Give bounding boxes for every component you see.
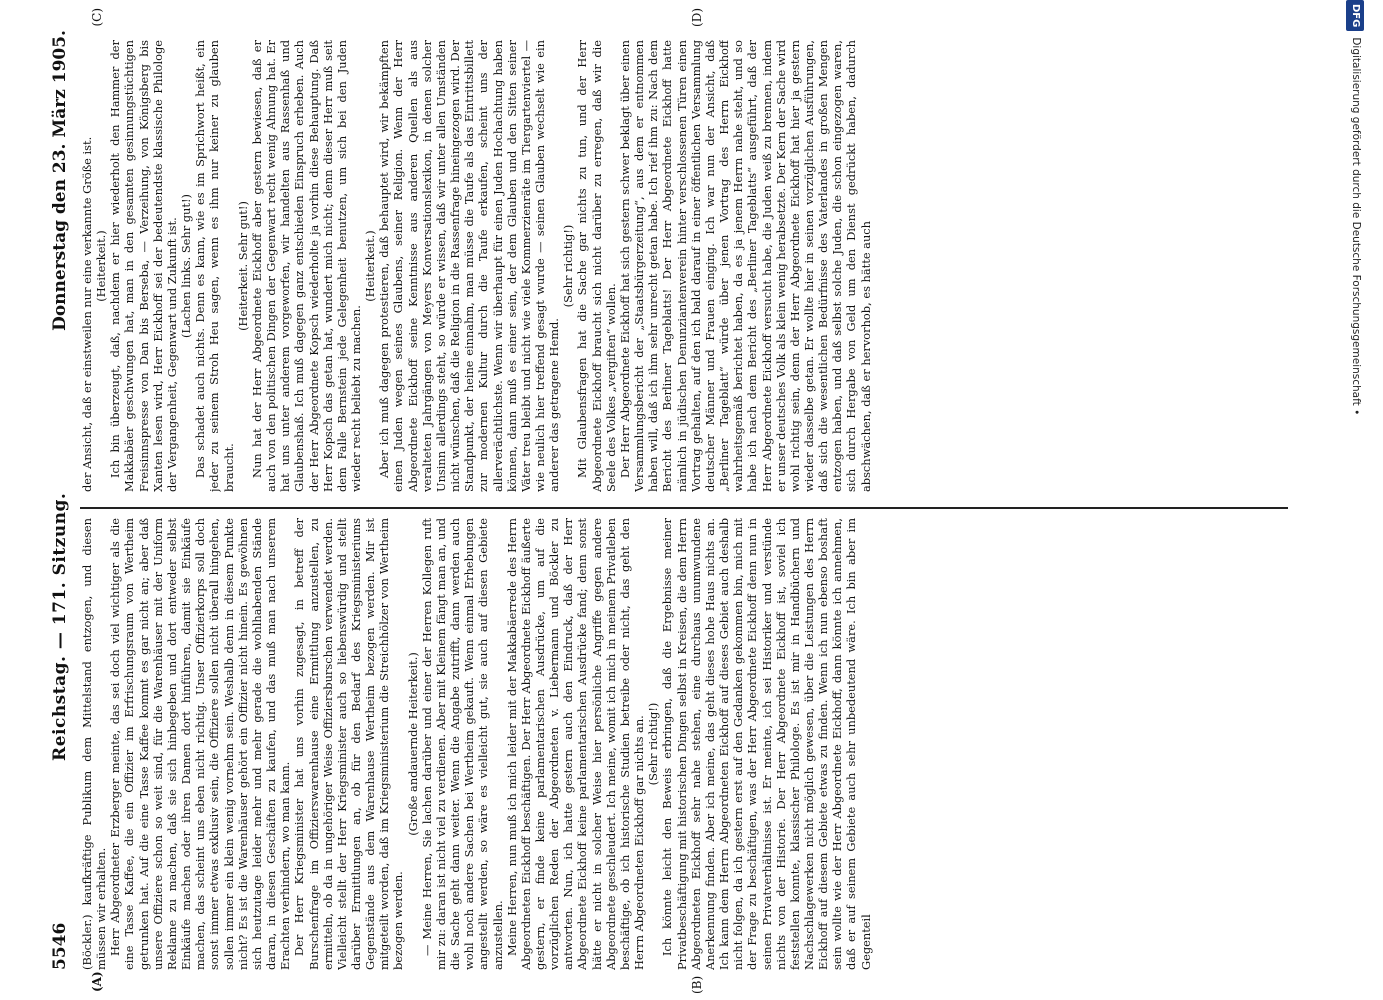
right-column-paragraph: der Ansicht, daß er einstweilen nur eine verkannte Größe ist.: [80, 136, 94, 492]
digitization-credit: [1347, 0, 1365, 1000]
rotated-page: [50, 0, 1300, 1000]
margin-marker-d: (D): [690, 8, 704, 27]
left-column-paragraph: (Sehr richtig!): [646, 702, 661, 786]
session-title: Reichstag. — 171. Sitzung.: [50, 492, 70, 761]
left-column-paragraph: Der Herr Kriegsminister hat uns vorhin zugesagt, in betreff der Burschenfrage im Offizierswarenhause eine Ermittlung anzustellen, zu ermitteln, ob da in ungehöriger Weise Offiziersburschen verwendet werden. Vielleicht stellt der Herr Kriegsminister auch so liebenswürdig und stellt darüber Ermittlungen an, ob für den Bedarf des Kriegsministeriums Gegenstände aus dem Warenhause Wertheim bezogen werden. Mir ist mitgeteilt worden, daß im Kriegsministerium die Streichhölzer von Wertheim bezogen werden.: [292, 518, 406, 970]
left-column-paragraph: Herr Abgeordneter Erzberger meinte, das sei doch viel wichtiger als die eine Tasse Kaffee, die ein Offizier im Erfrischungsraum von Wertheim getrunken hat. Auf die eine Tasse Kaffee kommt es gar nicht an; aber daß unsere Offiziere schon so weit sind, für die Warenhäuser mit der Uniform Reklame zu machen, daß sie sich hinbegeben und dort entweder selbst Einkäufe machen oder ihren Damen dort hinführen, damit sie Einkäufe machen, das scheint uns eben nicht richtig. Unser Offizierkorps soll doch sonst immer etwas exklusiv sein, die Offiziere sollen nicht überall hingehen, sollen immer ein klein wenig vornehm sein. Weshalb denn in diesem Punkte nicht? Es ist die Warenhäuser gehört ein Offizier nicht hinein. Es gewöhnen sich heutzutage leider mehr und mehr gerade die wohlhabenden Stände daran, in diesen Geschäften zu kaufen, und das muß man nach unserem Erachten verhindern, wo man kann.: [108, 518, 293, 970]
right-column-paragraph: (Heiterkeit.): [94, 230, 109, 302]
right-column-paragraph: Der Herr Abgeordnete Eickhoff hat sich gestern schwer beklagt über einen Versammlungsbericht der „Staatsbürgerzeitung“, aus dem er entnommen haben will, daß ich ihm sehr unrecht getan habe. Ich rief ihm zu: Nach dem Bericht des Berliner Tageblatts! Der Herr Abgeordnete Eickhoff hatte nämlich in jüdischen Denunziantenverein hinter verschlossenen Türen einen Vortrag gehalten, auf den ich bald darauf in einer öffentlichen Versammlung deutscher Männer und Frauen einging. Ich war nun der Ansicht, daß „Berliner Tageblatt“ würde über jenen Vortrag des Herrn Eickhoff wahrheitsgemäß berichtet haben, da es ja jenem Herrn nahe steht, und so habe ich nach dem Bericht des „Berliner Tageblatts“ ausgeführt, daß der Herr Abgeordnete Eickhoff versucht habe, die Juden weiß zu brennen, indem er unser deutsches Volk als klein wenig herabsetzte. Der Kern der Sache wird wohl richtig sein, denn der Herr Abgeordnete Eickhoff hat hier ja gestern wieder dasselbe getan. Er wollte hier in seinen vorzüglichen Ausführungen, daß sich die wesentlichen Bedürfnisse des Vaterlandes in großen Mengen entzogen haben, und daß selbst solche Juden, die schon eingezogen waren, sich durch Hergabe von Geld um den Dienst gedrückt haben, dadurch abschwächen, daß er hervorhob, es hätte auch: [617, 40, 873, 492]
column-divider: [80, 508, 1288, 510]
dfg-logo: DFG: [1346, 0, 1364, 31]
left-column-paragraph: (Böckler.) kaufkräftige Publikum dem Mittelstand entzogen, und diesen müssen wir erhalten.: [80, 518, 109, 970]
margin-marker-c: (C): [90, 8, 104, 27]
right-text-column: [80, 40, 1288, 492]
right-column-paragraph: (Lachen links. Sehr gut!): [179, 194, 194, 338]
right-column-paragraph: Das schadet auch nichts. Denn es kann, wie es im Sprichwort heißt, ein jeder zu seinem Stroh Heu sagen, wenn es ihm nur keiner zu glauben braucht.: [193, 40, 236, 492]
right-column-paragraph: (Heiterkeit. Sehr gut!): [235, 201, 250, 331]
margin-marker-a: (A): [90, 971, 104, 992]
left-text-column: [80, 518, 1288, 970]
left-column-paragraph: Meine Herren, nun muß ich mich leider mit der Makkabäerrede des Herrn Abgeordneten Eickhoff beschäftigen. Der Herr Abgeordnete Eickhoff äußerte gestern, er finde keine parlamentarischen Ausdrücke, um auf die vorzüglichen Reden der Abgeordneten v. Liebermann und Böckler zu antworten. Nun, ich hatte gestern auch den Eindruck, daß der Herr Abgeordnete Eickhoff keine parlamentarischen Ausdrücke fand; denn sonst hätte er nicht in solcher Weise hier persönliche Angriffe gegen andere Abgeordnete geschleudert. Ich meine, womit ich mich in meinem Privatleben beschäftige, ob ich historische Studien betreibe oder nicht, das geht den Herrn Abgeordneten Eickhoff gar nichts an.: [504, 518, 647, 970]
left-column-paragraph: — Meine Herren, Sie lachen darüber und einer der Herren Kollegen ruft mir zu: daran ist nicht viel zu verdienen. Aber mit Kleinem fängt man an, und die Sache geht dann weiter. Wenn die Angabe zutrifft, dann werden auch wohl noch andere Sachen bei Wertheim gekauft. Wenn einmal Erhebungen angestellt werden, so wäre es vielleicht gut, sie auch auf diesen Gebiete anzustellen.: [419, 518, 505, 970]
left-column-paragraph: (Große andauernde Heiterkeit.): [405, 652, 420, 836]
page-number: 5546: [50, 922, 70, 970]
session-date: Donnerstag den 23. März 1905.: [50, 30, 70, 331]
right-column-paragraph: (Sehr richtig!): [561, 224, 576, 308]
right-column-paragraph: Ich bin überzeugt, daß, nachdem er hier wiederholt den Hammer der Makkabäer geschwungen hat, man in den gesamten gesinnungstüchtigen Freisinnspresse von Dan bis Berseba, — Verzeihung, von Königsberg bis Xanten lesen wird, Herr Eickhoff sei der bedeutendste klassische Philologe der Vergangenheit, Gegenwart und Zukunft ist.: [108, 40, 179, 492]
digitization-credit-text: Digitalisierung gefördert durch die Deutsche Forschungsgemeinschaft •: [1350, 37, 1362, 416]
right-column-paragraph: Nun hat der Herr Abgeordnete Eickhoff aber gestern bewiesen, daß er auch von den politischen Dingen der Gegenwart recht wenig Ahnung hat. Er hat uns unter anderem vorgeworfen, wir handelten aus Rassenhaß und Glaubenshaß. Ich muß dagegen ganz entschieden Einspruch erheben. Auch der Herr Abgeordnete Kopsch wiederholte ja vorhin diese Behauptung. Daß Herr Kopsch das getan hat, wundert mich nicht; denn dieser Herr muß seit dem Falle Bernstein jede Gelegenheit benutzen, um sich bei den Juden wieder recht beliebt zu machen.: [249, 40, 363, 492]
right-column-paragraph: Aber ich muß dagegen protestieren, daß behauptet wird, wir bekämpften einen Juden wegen seines Glaubens, seiner Religion. Wenn der Herr Abgeordnete Eickhoff seine Kenntnisse aus anderen Quellen als aus veralteten Jahrgängen von Meyers Konversationslexikon, in denen solcher Unsinn allerdings steht, so würde er wissen, daß wir unter allen Umständen nicht wünschen, daß die Religion in die Rassenfrage hineingezogen wird. Der Standpunkt, der heine einnahm, man müsse die Taufe als das Eintrittsbillett zur modernen Kultur durch die Taufe erkaufen, scheint uns der allerverächtlichste. Wenn wir überhaupt für einen Juden Hochachtung haben können, dann muß es einer sein, der dem Glauben und den Sitten seiner Väter treu bleibt und nicht wie viele Kommerzienräte im Tiergartenviertel — wie neulich hier treffend gesagt wurde — seinen Glauben wechselt wie ein anderer das getragene Hemd.: [377, 40, 562, 492]
margin-marker-b: (B): [690, 975, 704, 994]
page-header: [50, 30, 74, 970]
right-column-paragraph: Mit Glaubensfragen hat die Sache gar nichts zu tun, und der Herr Abgeordnete Eickhoff braucht sich nicht darüber zu erregen, daß wir die Seele des Volkes „vergiften“ wollen.: [575, 40, 618, 492]
left-column-paragraph: Ich könnte leicht den Beweis erbringen, daß die Ergebnisse meiner Privatbeschäftigung mit historischen Dingen selbst in Kreisen, die dem Herrn Abgeordneten Eickhoff sehr nahe stehen, eine durchaus unumwundene Anerkennung finden. Aber ich meine, das geht dieses hohe Haus nichts an. Ich kann dem Herrn Abgeordneten Eickhoff auf dieses Gebiet auch deshalb nicht folgen, da ich gestern erst auf den Gedanken gekommen bin, mich mit der Frage zu beschäftigen, was der Herr Abgeordnete Eickhoff denn nun in seinen Privatverhältnisse ist. Er meinte, ich sei Historiker und verstünde nichts von der Historie. Der Herr Abgeordnete Eickhoff ist, soviel ich feststellen konnte, klassischer Philologe. Es ist mir in Handbüchern und Nachschlagewerken nicht möglich gewesen, über die Leistungen des Herrn Eickhoff auf diesem Gebiete etwas zu finden. Wenn ich nun ebenso boshaft sein wollte wie der Herr Abgeordnete Eickhoff, dann könnte ich annehmen, daß er auf seinem Gebiete auch sehr unbedeutend wäre. Ich bin aber im Gegenteil: [660, 518, 873, 970]
right-column-paragraph: (Heiterkeit.): [363, 230, 378, 302]
